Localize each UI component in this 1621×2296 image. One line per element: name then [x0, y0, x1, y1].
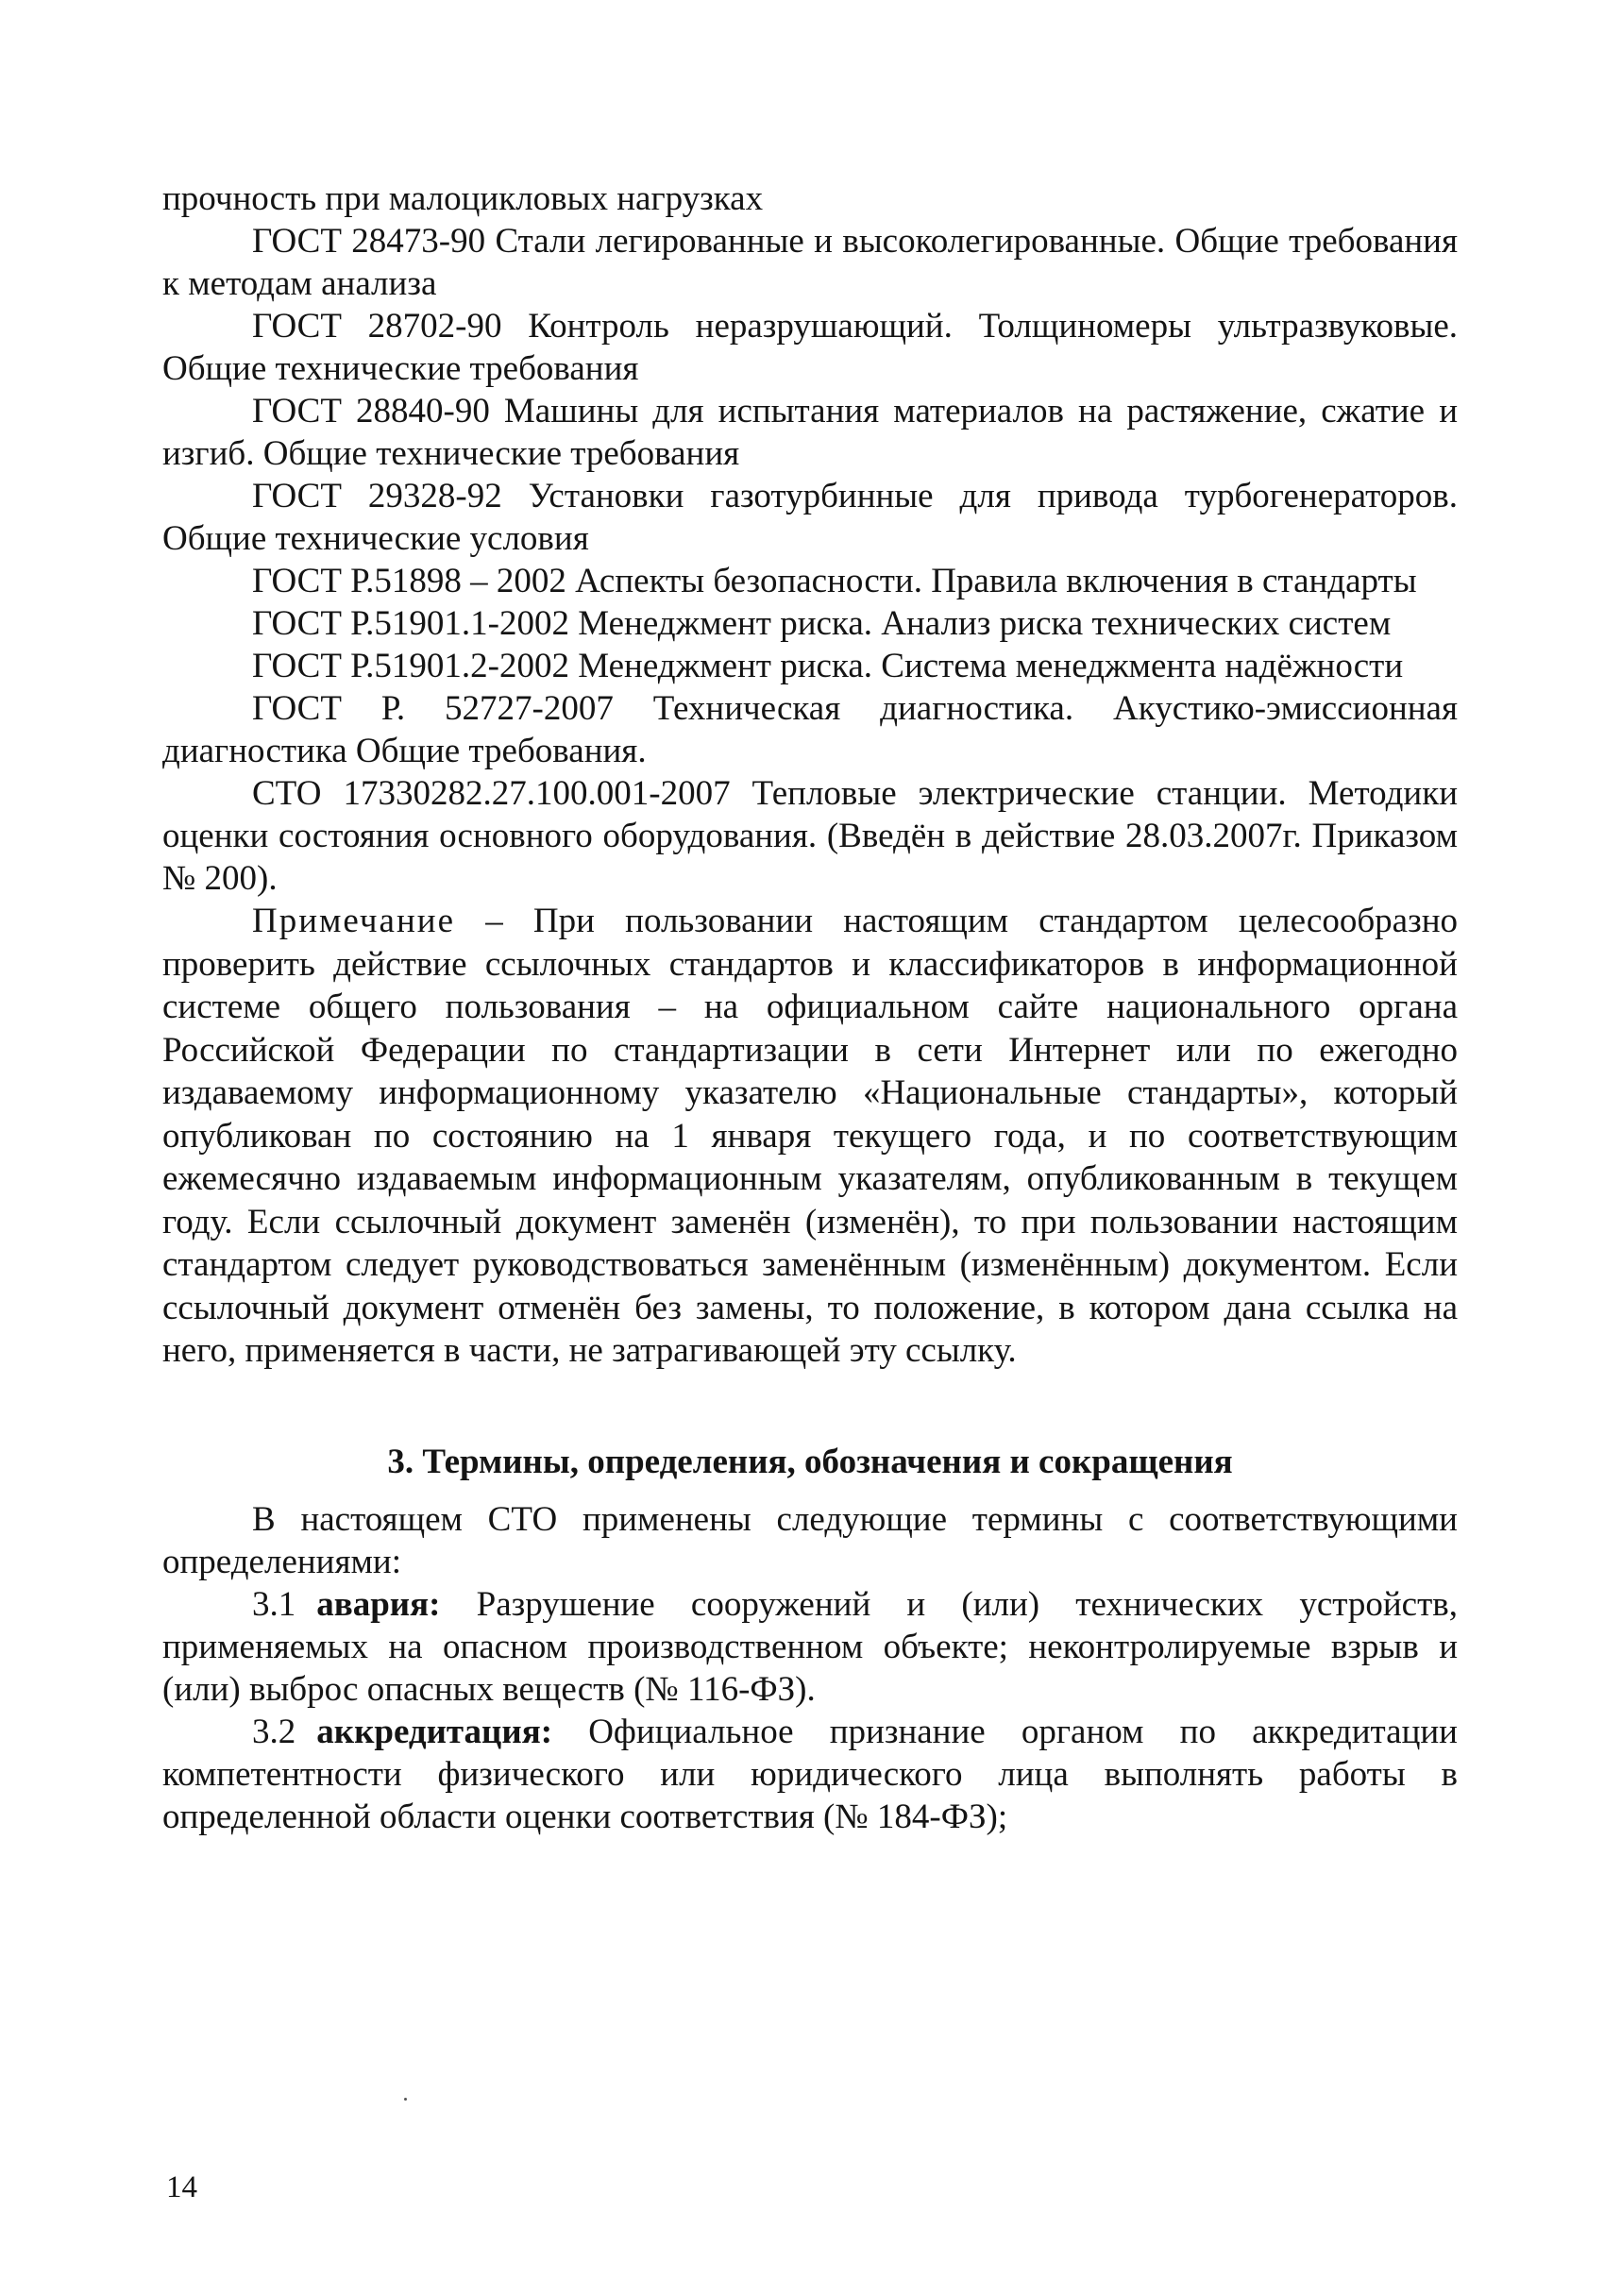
term-title: авария:	[316, 1584, 441, 1624]
reference-item: ГОСТ Р.51901.2-2002 Менеджмент риска. Система менеджмента надёжности	[252, 647, 1404, 685]
reference-item: ГОСТ Р.51898 – 2002 Аспекты безопасности. Правила включения в стандарты	[252, 562, 1417, 600]
note-text: – При пользовании настоящим стандартом целесообразно проверить действие ссылочных стандартов и классификаторов в информационной системе общего пользования – на официальном сайте национального органа Российской Федерации по стандартизации в сети Интернет или по ежегодно издаваемому информационному указателю «Национальные стандарты», который опубликован по состоянию на 1 января текущего года, и по соответствующим ежемесячно издаваемым информационным указателям, опубликованным в текущем году. Если ссылочный документ заменён (изменён), то при пользовании настоящим стандартом следует руководствоваться заменённым (изменённым) документом. Если ссылочный документ отменён без замены, то положение, в котором дана ссылка на него, применяется в части, не затрагивающей эту ссылку.	[162, 902, 1458, 1370]
note-label: Примечание	[252, 902, 455, 940]
reference-item: ГОСТ 29328-92 Установки газотурбинные для привода турбогенераторов. Общие технические условия	[162, 477, 1458, 558]
reference-item: ГОСТ Р. 52727-2007 Техническая диагностика. Акустико-эмиссионная диагностика Общие требования.	[162, 689, 1458, 770]
reference-item: СТО 17330282.27.100.001-2007 Тепловые электрические станции. Методики оценки состояния основного оборудования. (Введён в действие 28.03.2007г. Приказом № 200).	[162, 774, 1458, 898]
term-title: аккредитация:	[316, 1712, 553, 1751]
reference-item: ГОСТ Р.51901.1-2002 Менеджмент риска. Анализ риска технических систем	[252, 604, 1392, 643]
term-definition: Официальное признание органом по аккредитации компетентности физического или юридического лица выполнять работы в определенной области оценки соответствия (№ 184-ФЗ);	[162, 1712, 1458, 1836]
reference-list	[162, 220, 1458, 900]
document-page	[162, 177, 1458, 1838]
reference-item: ГОСТ 28702-90 Контроль неразрушающий. Толщиномеры ультразвуковые. Общие технические требования	[162, 307, 1458, 388]
note-paragraph	[162, 900, 1458, 1373]
reference-item: ГОСТ 28473-90 Стали легированные и высоколегированные. Общие требования к методам анализа	[162, 222, 1458, 303]
reference-item: ГОСТ 28840-90 Машины для испытания материалов на растяжение, сжатие и изгиб. Общие технические требования	[162, 392, 1458, 473]
term-entry	[162, 1711, 1458, 1838]
reference-continuation: прочность при малоцикловых нагрузках	[162, 179, 764, 218]
term-definition: Разрушение сооружений и (или) технических устройств, применяемых на опасном производственном объекте; неконтролируемые взрыв и (или) выброс опасных веществ (№ 116-ФЗ).	[162, 1584, 1458, 1709]
section-heading: 3. Термины, определения, обозначения и сокращения	[387, 1442, 1233, 1481]
term-number: 3.2	[252, 1712, 296, 1751]
section-intro: В настоящем СТО применены следующие термины с соответствующими определениями:	[162, 1499, 1458, 1581]
term-number: 3.1	[252, 1584, 296, 1624]
scan-speck	[404, 2098, 407, 2101]
term-entry	[162, 1583, 1458, 1711]
page-number: 14	[166, 2170, 197, 2204]
